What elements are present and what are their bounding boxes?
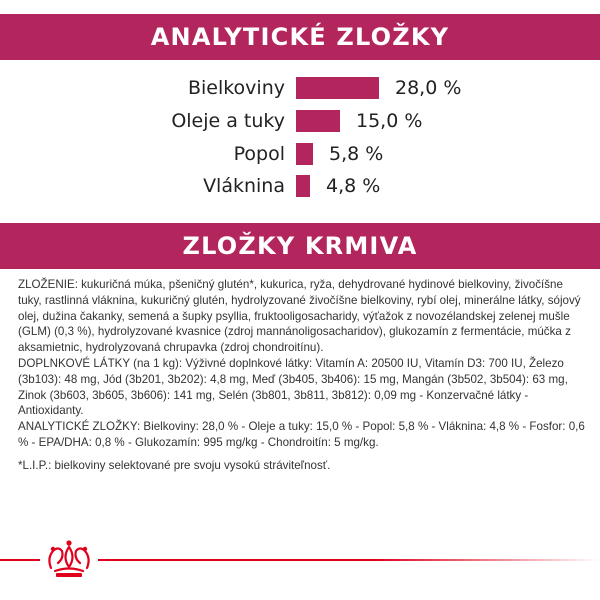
analytics-value: 28,0 % [395, 77, 462, 99]
footer-line-right [98, 559, 600, 561]
analytics-bar [296, 77, 379, 99]
analytics-label: Popol [233, 143, 285, 165]
footer-line-left [0, 559, 40, 561]
analytics-row-fiber [0, 172, 600, 200]
ingredients-text [18, 277, 586, 451]
analytics-bar [296, 110, 340, 132]
analytics-label: Vláknina [203, 175, 285, 197]
ingredients-header-banner [0, 223, 600, 269]
analytics-row-fat [0, 107, 600, 135]
royal-crown-icon [43, 538, 95, 582]
analytical-paragraph: ANALYTICKÉ ZLOŽKY: Bielkoviny: 28,0 % - Oleje a tuky: 15,0 % - Popol: 5,8 % - Vláknina: 4,8 % - Fosfor: 0,6 % - EPA/DHA: 0,8 % - Glukozamín: 995 mg/kg - Chondroitín: 5 mg/kg. [18, 420, 585, 449]
analytics-row-ash [0, 140, 600, 168]
analytics-value: 5,8 % [329, 143, 384, 165]
additives-paragraph: DOPLNKOVÉ LÁTKY (na 1 kg): Výživné doplnkové látky: Vitamín A: 20500 IU, Vitamín D3: 700 IU, Železo (3b103): 48 mg, Jód (3b201, 3b202): 4,8 mg, Meď (3b405, 3b406): 15 mg, Mangán (3b502, 3b504): 63 mg, Zinok (3b603, 3b605, 3b606): 141 mg, Selén (3b801, 3b811, 3b812): 0,09 mg - Konzervačné látky - Antioxidanty. [18, 356, 568, 418]
analytics-header-title: ANALYTICKÉ ZLOŽKY [150, 23, 450, 51]
analytics-value: 4,8 % [326, 175, 381, 197]
footnote: *L.I.P.: bielkoviny selektované pre svoju vysokú stráviteľnosť. [18, 459, 331, 472]
analytics-label: Bielkoviny [187, 77, 285, 99]
analytics-header-banner [0, 14, 600, 60]
analytics-value: 15,0 % [356, 110, 423, 132]
analytics-bar [296, 143, 313, 165]
composition-paragraph: ZLOŽENIE: kukuričná múka, pšeničný glutén*, kukurica, ryža, dehydrované hydinové bielkoviny, živočíšne tuky, rastlinná vláknina, kukuričný glutén, hydrolyzované živočíšne bielkoviny, rybí olej, minerálne látky, sójový olej, dužina čakanky, semená a šupky psyllia, fruktooligosacharidy, výťažok z novozélandskej zelenej mušle (GLM) (0,3 %), hydrolyzované kvasnice (zdroj mannánoligosacharidov), glukozamín z fermentácie, múčka z aksamietnic, hydrolyzovaná chrupavka (zdroj chondroitínu). [18, 278, 581, 355]
ingredients-header-title: ZLOŽKY KRMIVA [182, 232, 418, 260]
analytics-row-protein [0, 74, 600, 102]
analytics-label: Oleje a tuky [171, 110, 285, 132]
analytics-bar [296, 175, 310, 197]
